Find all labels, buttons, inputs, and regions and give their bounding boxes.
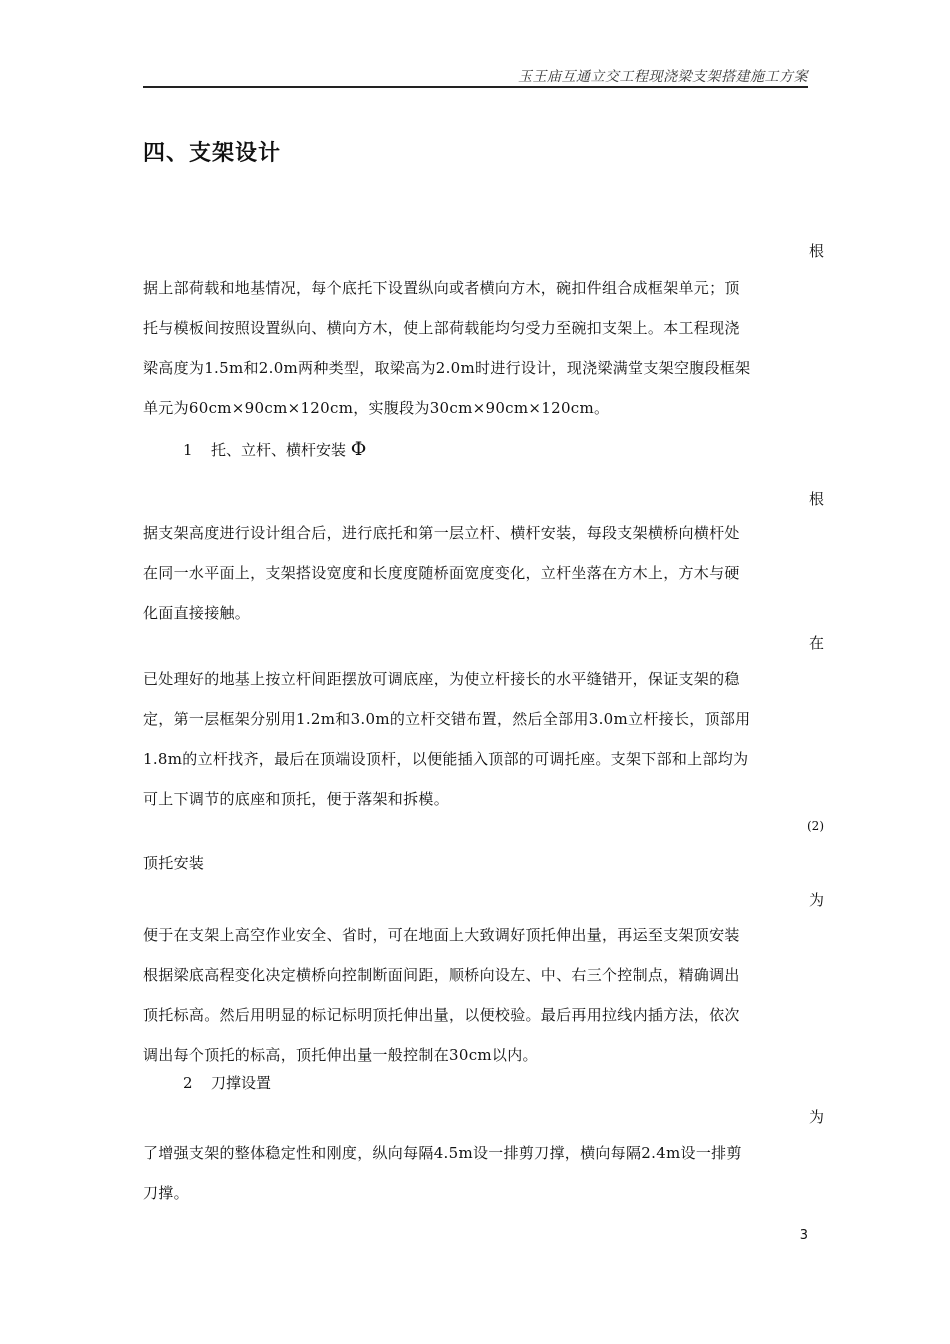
- paragraph-base-layout: [143, 659, 811, 819]
- paragraph-fragment: 为: [808, 1108, 824, 1126]
- paragraph-fragment: 根: [808, 242, 824, 260]
- paragraph-line: 顶托安装: [143, 854, 205, 872]
- running-header-title: 玉王庙互通立交工程现浇梁支架搭建施工方案: [518, 69, 808, 85]
- paragraph-line: 刀撑。: [143, 1184, 189, 1202]
- paragraph-fragment: (2): [807, 819, 824, 833]
- paragraph-line: 调出每个顶托的标高，顶托伸出量一般控制在30cm以内。: [143, 1046, 538, 1064]
- paragraph-line: 化面直接接触。: [143, 604, 251, 622]
- subheading-number: 1: [183, 441, 193, 459]
- page-number: 3: [799, 1228, 808, 1243]
- subheading-number: 2: [183, 1074, 193, 1092]
- paragraph-line: 定，第一层框架分别用1.2m和3.0m的立杆交错布置，然后全部用3.0m立杆接长，顶部用: [143, 710, 751, 728]
- paragraph-line: 在同一水平面上，支架搭设宽度和长度度随桥面宽度变化，立杆坐落在方木上，方木与硬: [143, 564, 740, 582]
- paragraph-line: 托与模板间按照设置纵向、横向方木，使上部荷载能均匀受力至碗扣支架上。本工程现浇: [143, 319, 740, 337]
- paragraph-top-support-adjust: [143, 915, 811, 1075]
- paragraph-line: 据上部荷载和地基情况，每个底托下设置纵向或者横向方木，碗扣件组合成框架单元；顶: [143, 279, 740, 297]
- subheading-text: 托、立杆、横杆安装: [211, 441, 347, 459]
- paragraph-line: 1.8m的立杆找齐，最后在顶端设顶杆，以便能插入顶部的可调托座。支架下部和上部均为: [143, 750, 749, 768]
- subheading-2: [183, 1072, 271, 1093]
- section-title: 四、支架设计: [143, 141, 282, 166]
- paragraph-fragment: 在: [808, 634, 824, 652]
- subheading-1: [183, 438, 366, 460]
- paragraph-fragment: 根: [808, 490, 824, 508]
- paragraph-line: 梁高度为1.5m和2.0m两种类型，取梁高为2.0m时进行设计，现浇梁满堂支架空腹段框架: [143, 359, 751, 377]
- paragraph-line: 可上下调节的底座和顶托，便于落架和拆模。: [143, 790, 450, 808]
- paragraph-line: 已处理好的地基上按立杆间距摆放可调底座，为使立杆接长的水平缝错开，保证支架的稳: [143, 670, 740, 688]
- paragraph-line: 顶托标高。然后用明显的标记标明顶托伸出量，以便校验。最后再用拉线内插方法，依次: [143, 1006, 740, 1024]
- phi-symbol: Φ: [350, 438, 367, 460]
- paragraph-line: 便于在支架上高空作业安全、省时，可在地面上大致调好顶托伸出量，再运至支架顶安装: [143, 926, 740, 944]
- paragraph-line: 据支架高度进行设计组合后，进行底托和第一层立杆、横杆安装，每段支架横桥向横杆处: [143, 524, 740, 542]
- subheading-text: 刀撑设置: [211, 1074, 272, 1092]
- paragraph-line: 了增强支架的整体稳定性和刚度，纵向每隔4.5m设一排剪刀撑，横向每隔2.4m设一排剪: [143, 1144, 742, 1162]
- paragraph-support-design: [143, 268, 811, 428]
- header-rule: [143, 86, 808, 88]
- paragraph-installation: [143, 513, 811, 633]
- paragraph-line: 根据梁底高程变化决定横桥向控制断面间距，顺桥向设左、中、右三个控制点，精确调出: [143, 966, 740, 984]
- paragraph-bracing: [143, 1133, 811, 1213]
- paragraph-line: 单元为60cm×90cm×120cm，实腹段为30cm×90cm×120cm。: [143, 399, 610, 417]
- paragraph-fragment: 为: [808, 891, 824, 909]
- paragraph-top-support: [143, 843, 811, 883]
